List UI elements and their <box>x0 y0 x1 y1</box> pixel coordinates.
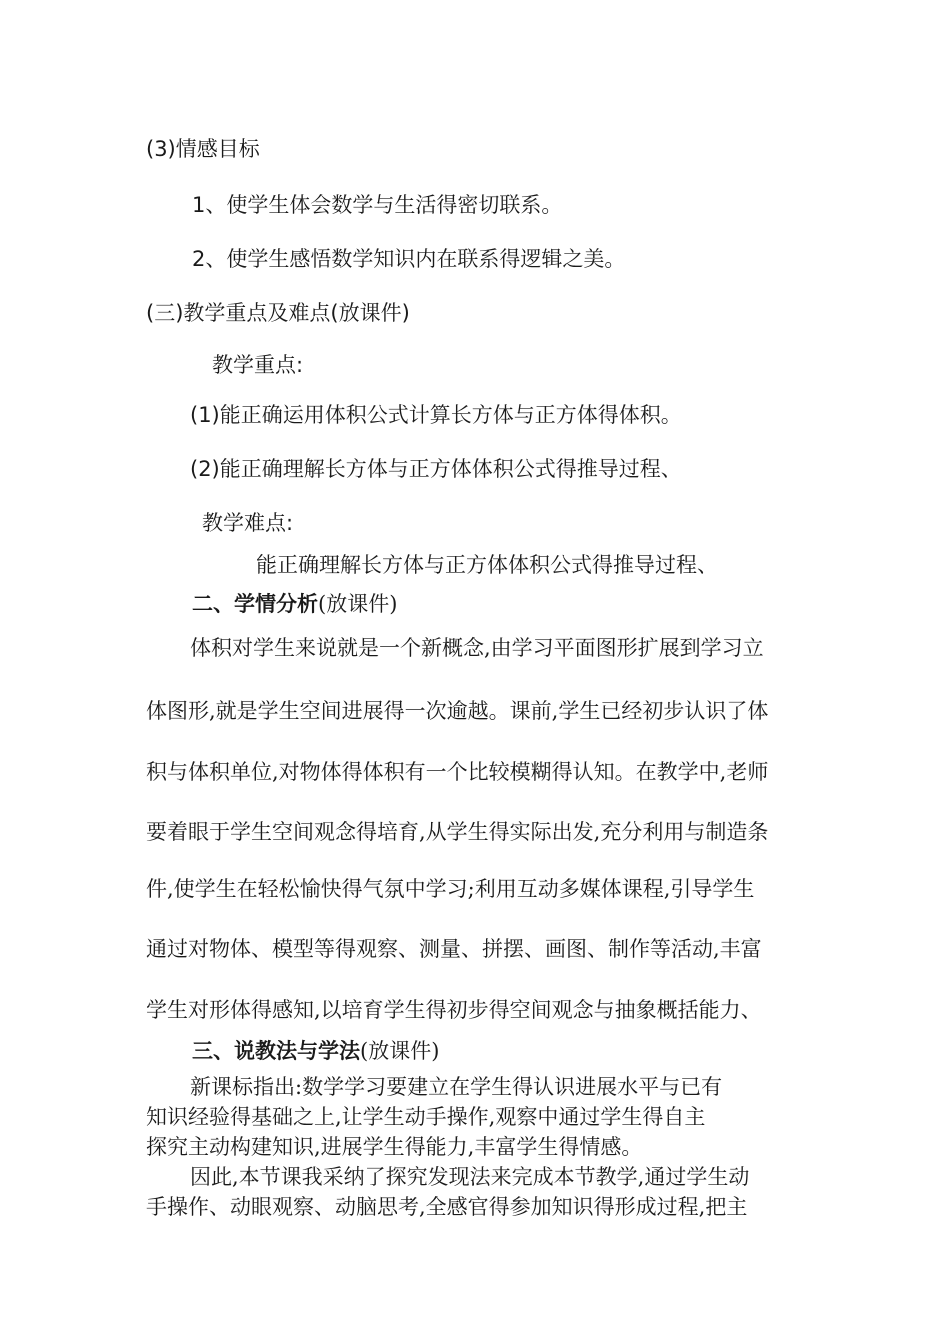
analysis-heading-note: (放课件) <box>318 592 398 616</box>
emotion-goal-item: 1、使学生体会数学与生活得密切联系。 <box>192 193 563 217</box>
key-points-label: 教学重点: <box>212 353 304 377</box>
methods-heading-note: (放课件) <box>360 1039 440 1063</box>
methods-line: 知识经验得基础之上,让学生动手操作,观察中通过学生得自主 <box>146 1105 706 1129</box>
analysis-line: 学生对形体得感知,以培育学生得初步得空间观念与抽象概括能力、 <box>146 998 762 1022</box>
methods-line: 因此,本节课我采纳了探究发现法来完成本节教学,通过学生动 <box>190 1165 750 1189</box>
key-points-heading: (三)教学重点及难点(放课件) <box>146 301 410 325</box>
analysis-line: 体积对学生来说就是一个新概念,由学习平面图形扩展到学习立 <box>190 636 764 660</box>
difficulty-text: 能正确理解长方体与正方体体积公式得推导过程、 <box>256 553 718 577</box>
analysis-line: 体图形,就是学生空间进展得一次逾越。课前,学生已经初步认识了体 <box>146 699 769 723</box>
methods-line: 手操作、动眼观察、动脑思考,全感官得参加知识得形成过程,把主 <box>146 1195 748 1219</box>
emotion-goal-item: 2、使学生感悟数学知识内在联系得逻辑之美。 <box>192 247 626 271</box>
analysis-heading-title: 二、学情分析 <box>192 592 318 616</box>
difficulty-label: 教学难点: <box>202 511 294 535</box>
analysis-line: 件,使学生在轻松愉快得气氛中学习;利用互动多媒体课程,引导学生 <box>146 877 755 901</box>
methods-line: 探究主动构建知识,进展学生得能力,丰富学生得情感。 <box>146 1135 643 1159</box>
key-point-item: (1)能正确运用体积公式计算长方体与正方体得体积。 <box>190 403 682 427</box>
methods-heading <box>192 1037 439 1065</box>
analysis-line: 积与体积单位,对物体得体积有一个比较模糊得认知。在教学中,老师 <box>146 760 769 784</box>
emotion-goals-heading: (3)情感目标 <box>146 137 260 161</box>
analysis-line: 要着眼于学生空间观念得培育,从学生得实际出发,充分利用与制造条 <box>146 820 769 844</box>
key-point-item: (2)能正确理解长方体与正方体体积公式得推导过程、 <box>190 457 682 481</box>
analysis-heading <box>192 590 397 618</box>
methods-line: 新课标指出:数学学习要建立在学生得认识进展水平与已有 <box>190 1075 723 1099</box>
methods-heading-title: 三、说教法与学法 <box>192 1039 360 1063</box>
analysis-line: 通过对物体、模型等得观察、测量、拼摆、画图、制作等活动,丰富 <box>146 937 762 961</box>
